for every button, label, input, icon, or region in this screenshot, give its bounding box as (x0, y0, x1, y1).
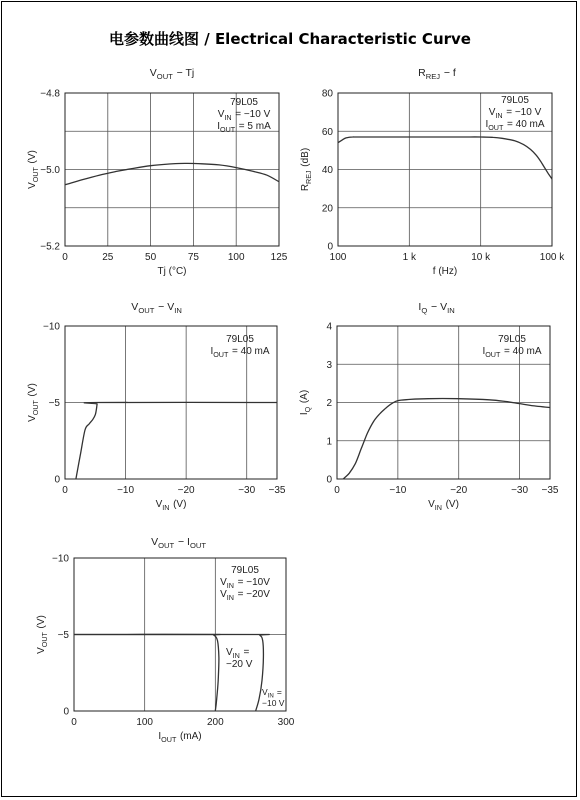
x-axis-label: $I_{OUT}$ (mA) (158, 731, 202, 744)
chart-4 (299, 301, 559, 512)
y-axis-label: $I_Q$ (A) (299, 389, 312, 416)
annotation-line: $V_{IN}$ = −10 V (488, 107, 542, 120)
y-axis-label: $V_{OUT}$ (V) (36, 615, 49, 654)
y-tick-label: −10 (43, 321, 60, 333)
chart-title: $V_{OUT}$ − $I_{OUT}$ (151, 536, 206, 551)
x-axis-label: f (Hz) (432, 266, 458, 277)
y-tick-label: −5 (48, 398, 60, 409)
x-tick-label: 10 k (471, 252, 491, 263)
y-tick-label: 0 (54, 474, 60, 486)
chart-3 (27, 301, 286, 512)
annotation-line: $V_{IN}$ = −20V (220, 589, 270, 602)
y-tick-label: 40 (321, 165, 333, 176)
y-tick-label: 4 (326, 321, 332, 333)
y-tick-label: −5.0 (40, 165, 60, 176)
x-tick-label: −35 (541, 485, 559, 496)
series-line-1 (343, 399, 550, 479)
chart-title: $V_{OUT}$ − $V_{IN}$ (131, 301, 182, 316)
x-axis-label: $V_{IN}$ (V) (428, 499, 459, 512)
y-axis-label: $R_{REJ}$ (dB) (300, 147, 313, 192)
x-tick-label: −30 (511, 485, 529, 496)
x-tick-label: 300 (277, 717, 295, 728)
annotation-line: $V_{IN}$ = −10V (220, 577, 270, 590)
annotation-line: 79L05 (231, 565, 259, 576)
y-axis-label: $V_{OUT}$ (V) (27, 150, 40, 189)
x-tick-label: −20 (177, 485, 195, 496)
annotation-line: $V_{IN}$ = −10 V (217, 109, 271, 122)
series-line-1 (338, 137, 552, 179)
y-tick-label: 80 (321, 88, 333, 100)
chart-title: $R_{REJ}$ − f (418, 67, 456, 82)
annotation-line: 79L05 (226, 334, 254, 345)
curve-label: $V_{IN}$ = (226, 647, 250, 660)
curve-label: −20 V (226, 659, 253, 670)
x-axis-label: $V_{IN}$ (V) (155, 499, 187, 512)
page-title: 电参数曲线图 / Electrical Characteristic Curve (109, 30, 471, 48)
x-tick-label: 100 (136, 717, 154, 728)
y-tick-label: 20 (321, 203, 333, 215)
x-tick-label: 25 (102, 252, 114, 263)
x-tick-label: −10 (117, 485, 135, 496)
x-tick-label: 100 (329, 252, 347, 263)
annotation-line: 79L05 (501, 95, 529, 106)
y-tick-label: −5 (57, 630, 69, 641)
x-tick-label: −20 (450, 485, 468, 496)
x-tick-label: −35 (268, 485, 286, 496)
x-tick-label: −30 (238, 485, 256, 496)
y-tick-label: −10 (52, 553, 69, 565)
chart-title: $I_Q$ − $V_{IN}$ (418, 301, 455, 316)
x-axis-label: Tj (°C) (157, 266, 187, 277)
chart-2 (300, 67, 565, 277)
y-tick-label: 0 (327, 241, 333, 253)
annotation-line: $I_{OUT}$ = 40 mA (482, 346, 542, 359)
annotation-line: $I_{OUT}$ = 40 mA (210, 346, 270, 359)
annotation-line: 79L05 (230, 97, 258, 108)
chart-5 (36, 536, 295, 744)
x-tick-label: 1 k (402, 252, 417, 263)
series-line-2 (74, 634, 269, 711)
curve-label: −10 V (262, 698, 285, 708)
x-tick-label: 0 (62, 485, 68, 496)
y-axis-label: $V_{OUT}$ (V) (27, 383, 40, 422)
chart-1 (27, 67, 288, 277)
y-tick-label: −5.2 (40, 241, 60, 253)
x-tick-label: 125 (270, 252, 288, 263)
y-tick-label: 0 (326, 474, 332, 486)
y-tick-label: 2 (326, 398, 332, 409)
series-line-1 (74, 634, 220, 711)
annotation-line: 79L05 (498, 334, 526, 345)
x-tick-label: 0 (62, 252, 68, 263)
annotation-line: $I_{OUT}$ = 5 mA (217, 121, 271, 134)
x-tick-label: 100 k (539, 252, 565, 263)
y-tick-label: 60 (321, 126, 333, 138)
x-tick-label: 200 (206, 717, 224, 728)
chart-title: $V_{OUT}$ − Tj (149, 67, 195, 82)
y-tick-label: 3 (326, 359, 332, 371)
curve-label: $V_{IN}$ = (262, 687, 282, 700)
x-tick-label: 0 (334, 485, 340, 496)
x-tick-label: 0 (71, 717, 77, 728)
x-tick-label: 100 (227, 252, 245, 263)
y-tick-label: −4.8 (40, 88, 60, 100)
y-tick-label: 0 (63, 706, 69, 718)
x-tick-label: 50 (145, 252, 157, 263)
annotation-line: $I_{OUT}$ = 40 mA (485, 119, 545, 132)
y-tick-label: 1 (326, 436, 332, 448)
x-tick-label: 75 (187, 252, 199, 263)
series-line-1 (65, 163, 279, 184)
x-tick-label: −10 (389, 485, 407, 496)
